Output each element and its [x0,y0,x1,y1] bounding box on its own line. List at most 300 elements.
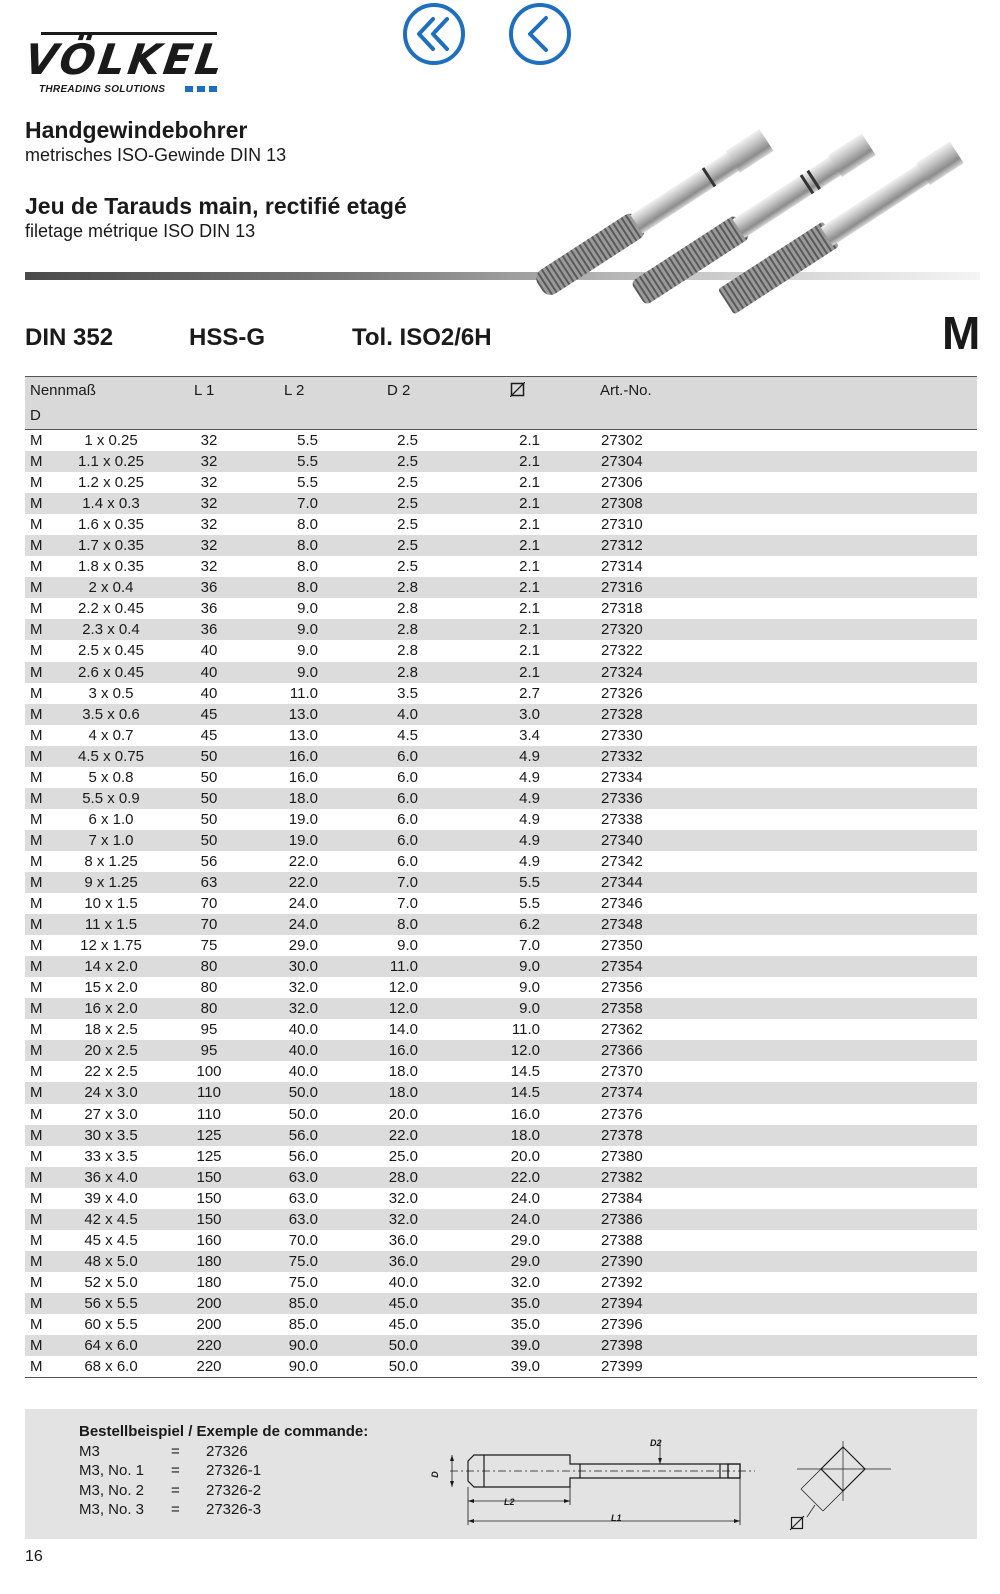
cell-d2: 2.5 [397,453,418,471]
cell-square: 7.0 [519,937,540,955]
table-row [25,767,977,788]
cell-square: 4.9 [519,747,540,765]
cell-l1: 70 [200,916,218,934]
cell-l1: 32 [200,558,218,576]
cell-square: 35.0 [510,1315,540,1333]
table-header [25,376,977,430]
tap-dimension-drawing [430,1431,770,1531]
cell-nominal-size: 2 x 0.4 [88,579,134,597]
cell-square: 29.0 [510,1252,540,1270]
cell-square: 2.1 [519,558,540,576]
cell-l1: 75 [200,937,218,955]
cell-article-number: 27388 [601,1231,643,1249]
cell-thread-type: M [30,1231,43,1249]
table-row [25,1019,977,1040]
order-line-value: 27326-3 [206,1500,262,1518]
order-example-box [25,1409,977,1539]
cell-square: 14.5 [510,1084,540,1102]
cell-l1: 95 [200,1021,218,1039]
cell-l1: 50 [200,831,218,849]
cell-d2: 2.8 [397,642,418,660]
cell-l2: 11.0 [289,684,318,702]
cell-l2: 8.0 [297,516,318,534]
cell-l1: 40 [200,642,218,660]
cell-square: 3.0 [519,705,540,723]
cell-nominal-size: 68 x 6.0 [84,1358,138,1376]
cell-thread-type: M [30,895,43,913]
cell-article-number: 27322 [601,642,643,660]
cell-d2: 20.0 [388,1105,418,1123]
cell-article-number: 27380 [601,1147,643,1165]
cell-d2: 12.0 [388,1000,418,1018]
cell-nominal-size: 33 x 3.5 [84,1147,138,1165]
cell-square: 4.9 [519,789,540,807]
cell-nominal-size: 2.3 x 0.4 [82,621,140,639]
cell-thread-type: M [30,537,43,555]
subtitle-german: metrisches ISO-Gewinde DIN 13 [25,145,287,165]
table-row [25,830,977,851]
cell-l1: 110 [197,1084,221,1102]
cell-article-number: 27308 [601,495,643,513]
cell-d2: 18.0 [388,1084,418,1102]
cell-d2: 7.0 [397,895,418,913]
cell-d2: 6.0 [397,768,418,786]
cell-l2: 24.0 [288,916,318,934]
cell-nominal-size: 1.1 x 0.25 [78,453,144,471]
chevron-left-icon [508,2,572,66]
cell-l2: 50.0 [288,1105,318,1123]
cell-nominal-size: 1.6 x 0.35 [78,516,144,534]
table-row [25,1230,977,1251]
cell-article-number: 27396 [601,1315,643,1333]
cell-l1: 150 [196,1168,222,1186]
cell-thread-type: M [30,726,43,744]
cell-nominal-size: 2.5 x 0.45 [78,642,144,660]
table-body [25,430,977,1377]
cell-thread-type: M [30,852,43,870]
cell-thread-type: M [30,1021,43,1039]
table-row [25,619,977,640]
cell-d2: 9.0 [397,937,418,955]
cell-nominal-size: 36 x 4.0 [84,1168,138,1186]
cell-thread-type: M [30,705,43,723]
cell-l2: 18.0 [288,789,318,807]
cell-d2: 14.0 [388,1021,418,1039]
cell-l1: 150 [196,1210,222,1228]
cell-square: 24.0 [510,1210,540,1228]
cell-nominal-size: 15 x 2.0 [84,979,138,997]
cell-d2: 36.0 [388,1231,418,1249]
cell-d2: 4.5 [397,726,418,744]
table-row [25,1356,977,1377]
cell-nominal-size: 5.5 x 0.9 [82,789,140,807]
cell-l1: 32 [200,495,218,513]
cell-square: 2.1 [519,579,540,597]
cell-article-number: 27358 [601,1000,643,1018]
logo-tagline: THREADING SOLUTIONS [39,84,166,95]
cell-nominal-size: 14 x 2.0 [84,958,138,976]
order-line-equals: = [171,1443,180,1460]
cell-article-number: 27374 [601,1084,643,1102]
dim-label-d2: D2 [650,1438,662,1448]
cell-d2: 6.0 [397,810,418,828]
cell-d2: 36.0 [388,1252,418,1270]
cell-l2: 40.0 [288,1042,318,1060]
cell-article-number: 27354 [601,958,643,976]
cell-article-number: 27306 [601,474,643,492]
cell-l1: 32 [200,432,218,449]
cell-thread-type: M [30,432,43,449]
cell-article-number: 27336 [601,789,643,807]
cell-d2: 2.8 [397,621,418,639]
cell-nominal-size: 24 x 3.0 [84,1084,138,1102]
logo-square [185,86,193,92]
cell-nominal-size: 27 x 3.0 [84,1105,138,1123]
cell-square: 2.1 [519,432,540,449]
cell-thread-type: M [30,516,43,534]
dim-label-l2: L2 [504,1497,515,1507]
cell-thread-type: M [30,663,43,681]
cell-article-number: 27356 [601,979,643,997]
cell-square: 16.0 [510,1105,540,1123]
cell-square: 2.1 [519,516,540,534]
cell-thread-type: M [30,958,43,976]
cell-article-number: 27314 [601,558,643,576]
order-line-label: M3, No. 1 [79,1462,145,1480]
table-row [25,683,977,704]
cell-square: 3.4 [519,726,540,744]
cell-square: 2.1 [519,621,540,639]
cell-nominal-size: 3.5 x 0.6 [82,705,140,723]
cell-article-number: 27304 [601,453,643,471]
table-row [25,1167,977,1188]
logo-wordmark: VÖLKEL [21,35,229,84]
cell-square: 4.9 [519,852,540,870]
first-page-button[interactable] [402,2,466,66]
cell-square: 4.9 [519,831,540,849]
cell-l1: 40 [200,663,218,681]
order-line-label: M3, No. 3 [79,1500,145,1518]
cell-article-number: 27384 [601,1189,643,1207]
cell-square: 9.0 [519,958,540,976]
cell-l1: 80 [200,958,218,976]
cell-l1: 50 [200,789,218,807]
table-row [25,977,977,998]
cell-article-number: 27330 [601,726,643,744]
cell-l1: 180 [196,1252,222,1270]
cell-d2: 2.5 [397,495,418,513]
order-line-value: 27326-2 [206,1481,262,1499]
cell-nominal-size: 52 x 5.0 [84,1273,138,1291]
cell-thread-type: M [30,1294,43,1312]
cell-thread-type: M [30,1189,43,1207]
header-article-number: Art.-No. [600,382,652,399]
cell-l1: 45 [200,705,218,723]
cell-nominal-size: 1.7 x 0.35 [78,537,144,555]
cell-thread-type: M [30,600,43,618]
cell-d2: 2.5 [397,558,418,576]
cell-nominal-size: 48 x 5.0 [84,1252,138,1270]
cell-article-number: 27386 [601,1210,643,1228]
cell-l2: 13.0 [288,705,318,723]
cell-l1: 36 [200,621,218,639]
cell-nominal-size: 4 x 0.7 [88,726,134,744]
cell-article-number: 27346 [601,895,643,913]
header-nominal-size: Nennmaß [30,382,96,399]
cell-thread-type: M [30,1084,43,1102]
cell-l2: 16.0 [288,768,318,786]
cell-nominal-size: 1.8 x 0.35 [78,558,144,576]
cell-l1: 36 [200,579,218,597]
cell-article-number: 27350 [601,937,643,955]
cell-l2: 19.0 [288,831,318,849]
cell-nominal-size: 9 x 1.25 [84,873,138,891]
cell-l2: 32.0 [288,1000,318,1018]
header-d2: D 2 [387,382,411,399]
spec-material: HSS-G [189,324,266,351]
cell-article-number: 27326 [601,684,643,702]
table-row [25,662,977,683]
cell-l2: 24.0 [288,895,318,913]
order-line-value: 27326 [206,1443,248,1460]
tap-dimensions-table [25,376,977,1378]
hand-taps-product-image [520,112,990,332]
cell-thread-type: M [30,495,43,513]
cell-thread-type: M [30,642,43,660]
cell-square: 4.9 [519,810,540,828]
cell-d2: 25.0 [388,1147,418,1165]
cell-article-number: 27324 [601,663,643,681]
cell-thread-type: M [30,1147,43,1165]
cell-nominal-size: 5 x 0.8 [88,768,134,786]
cell-thread-type: M [30,1042,43,1060]
cell-article-number: 27320 [601,621,643,639]
cell-l1: 200 [196,1294,222,1312]
square-end-view-drawing [787,1439,897,1534]
cell-nominal-size: 4.5 x 0.75 [78,747,144,765]
table-row [25,1314,977,1335]
cell-d2: 32.0 [388,1210,418,1228]
cell-l2: 5.5 [297,453,318,471]
cell-d2: 2.5 [397,537,418,555]
table-bottom-rule [25,1377,977,1378]
table-row [25,430,977,451]
table-row [25,577,977,598]
cell-article-number: 27312 [601,537,643,555]
cell-nominal-size: 64 x 6.0 [84,1337,138,1355]
cell-l2: 63.0 [288,1189,318,1207]
cell-l2: 30.0 [288,958,318,976]
cell-d2: 28.0 [388,1168,418,1186]
page-number: 16 [25,1548,43,1565]
order-line-label: M3 [79,1443,100,1460]
cell-l1: 32 [200,453,218,471]
cell-d2: 2.8 [397,600,418,618]
cell-d2: 45.0 [388,1315,418,1333]
cell-square: 29.0 [510,1231,540,1249]
cell-l2: 70.0 [288,1231,318,1249]
cell-square: 2.1 [519,600,540,618]
cell-d2: 6.0 [397,852,418,870]
cell-square: 20.0 [510,1147,540,1165]
table-row [25,1272,977,1293]
cell-article-number: 27370 [601,1063,643,1081]
cell-thread-type: M [30,789,43,807]
cell-l2: 85.0 [288,1315,318,1333]
cell-article-number: 27338 [601,810,643,828]
cell-article-number: 27340 [601,831,643,849]
cell-l2: 32.0 [288,979,318,997]
logo-square [197,86,205,92]
table-row [25,746,977,767]
cell-square: 35.0 [510,1294,540,1312]
cell-l1: 220 [196,1337,222,1355]
table-row [25,598,977,619]
cell-square: 2.1 [519,495,540,513]
table-row [25,1188,977,1209]
dim-label-d: D [429,1471,440,1478]
cell-nominal-size: 11 x 1.5 [84,916,138,934]
cell-l1: 36 [200,600,218,618]
cell-nominal-size: 8 x 1.25 [84,852,138,870]
cell-thread-type: M [30,1337,43,1355]
cell-l2: 40.0 [288,1021,318,1039]
cell-square: 2.7 [519,684,540,702]
cell-l1: 50 [200,747,218,765]
order-line-equals: = [171,1462,180,1480]
cell-article-number: 27378 [601,1126,643,1144]
cell-d2: 6.0 [397,831,418,849]
cell-l2: 75.0 [288,1273,318,1291]
cell-nominal-size: 60 x 5.5 [84,1315,138,1333]
spec-tolerance: Tol. ISO2/6H [352,324,492,351]
table-row [25,1061,977,1082]
cell-d2: 6.0 [397,747,418,765]
cell-nominal-size: 7 x 1.0 [88,831,134,849]
cell-d2: 8.0 [397,916,418,934]
cell-square: 2.1 [519,663,540,681]
cell-square: 5.5 [519,873,540,891]
cell-d2: 11.0 [389,958,418,976]
cell-thread-type: M [30,621,43,639]
table-row [25,1209,977,1230]
cell-thread-type: M [30,1126,43,1144]
cell-square: 6.2 [519,916,540,934]
cell-l1: 100 [196,1063,222,1081]
cell-l2: 9.0 [297,663,318,681]
cell-thread-type: M [30,1273,43,1291]
cell-nominal-size: 18 x 2.5 [84,1021,138,1039]
cell-l2: 56.0 [288,1147,318,1165]
cell-l1: 50 [200,810,218,828]
cell-square: 12.0 [510,1042,540,1060]
cell-l2: 40.0 [288,1063,318,1081]
cell-nominal-size: 12 x 1.75 [80,937,142,955]
cell-square: 9.0 [519,1000,540,1018]
cell-l2: 63.0 [288,1210,318,1228]
table-row [25,1146,977,1167]
cell-l2: 8.0 [297,579,318,597]
cell-d2: 16.0 [388,1042,418,1060]
table-row [25,493,977,514]
cell-thread-type: M [30,558,43,576]
cell-article-number: 27382 [601,1168,643,1186]
table-row [25,935,977,956]
cell-square: 22.0 [510,1168,540,1186]
dim-label-l1: L1 [611,1513,622,1523]
cell-l2: 5.5 [297,432,318,449]
table-row [25,1104,977,1125]
cell-article-number: 27344 [601,873,643,891]
cell-square: 24.0 [510,1189,540,1207]
table-row [25,514,977,535]
cell-article-number: 27399 [601,1358,643,1376]
cell-nominal-size: 42 x 4.5 [84,1210,138,1228]
cell-nominal-size: 16 x 2.0 [84,1000,138,1018]
table-row [25,809,977,830]
section-letter: M [942,307,981,359]
cell-square: 2.1 [519,453,540,471]
table-row [25,872,977,893]
cell-l1: 95 [200,1042,218,1060]
cell-thread-type: M [30,810,43,828]
cell-article-number: 27398 [601,1337,643,1355]
cell-article-number: 27310 [601,516,643,534]
cell-l2: 19.0 [288,810,318,828]
cell-l2: 9.0 [297,642,318,660]
cell-l2: 22.0 [288,873,318,891]
cell-thread-type: M [30,1210,43,1228]
cell-square: 39.0 [510,1337,540,1355]
order-line-label: M3, No. 2 [79,1481,145,1499]
table-row [25,893,977,914]
table-row [25,556,977,577]
cell-square: 14.5 [510,1063,540,1081]
cell-article-number: 27342 [601,852,643,870]
cell-square: 11.0 [511,1021,540,1039]
cell-l1: 40 [200,684,218,702]
cell-thread-type: M [30,453,43,471]
cell-nominal-size: 6 x 1.0 [88,810,134,828]
cell-nominal-size: 2.6 x 0.45 [78,663,144,681]
cell-l1: 45 [200,726,218,744]
cell-nominal-size: 30 x 3.5 [84,1126,138,1144]
cell-article-number: 27328 [601,705,643,723]
cell-thread-type: M [30,768,43,786]
cell-thread-type: M [30,579,43,597]
logo-square [209,86,217,92]
cell-l2: 63.0 [288,1168,318,1186]
cell-square: 5.5 [519,895,540,913]
cell-l2: 9.0 [297,621,318,639]
table-row [25,704,977,725]
cell-nominal-size: 22 x 2.5 [84,1063,138,1081]
cell-l1: 32 [200,537,218,555]
cell-square: 18.0 [510,1126,540,1144]
cell-square: 2.1 [519,537,540,555]
table-row [25,472,977,493]
cell-d2: 18.0 [388,1063,418,1081]
table-row [25,1335,977,1356]
cell-d2: 40.0 [388,1273,418,1291]
previous-page-button[interactable] [508,2,572,66]
cell-d2: 3.5 [397,684,418,702]
cell-d2: 32.0 [388,1189,418,1207]
cell-thread-type: M [30,684,43,702]
table-row [25,640,977,661]
table-row [25,451,977,472]
cell-l2: 7.0 [297,495,318,513]
